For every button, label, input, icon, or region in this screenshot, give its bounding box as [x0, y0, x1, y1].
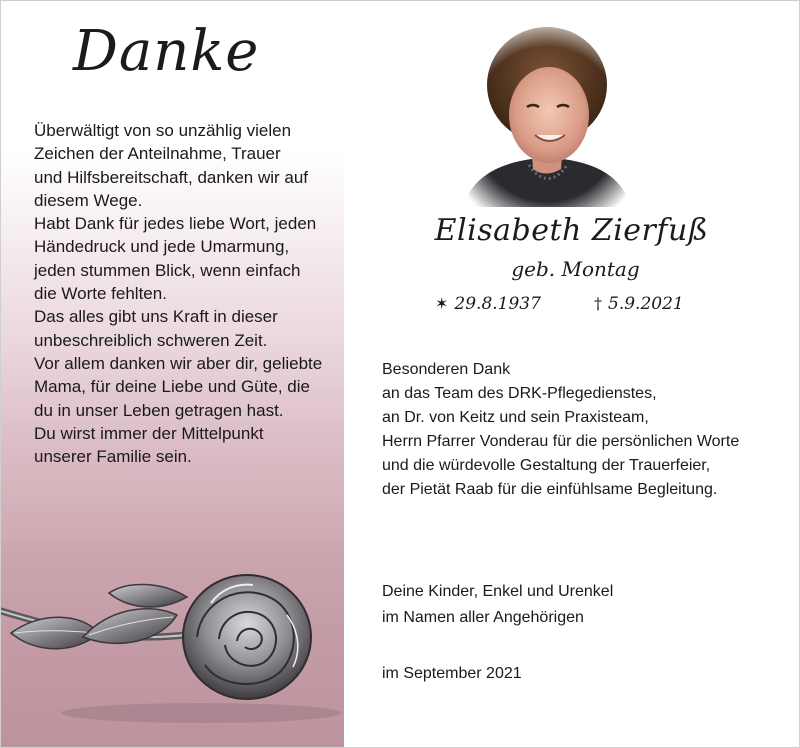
poem-line: Du wirst immer der Mittelpunkt — [34, 423, 264, 443]
poem-line: Vor allem danken wir aber dir, geliebte — [34, 353, 323, 373]
poem-line: diesem Wege. — [34, 190, 143, 210]
heading-danke: Danke — [73, 19, 260, 84]
poem-line: Mama, für deine Liebe und Güte, die — [34, 377, 310, 397]
deceased-name: Elisabeth Zierfuß — [434, 213, 709, 248]
poem-line: unbeschreiblich schweren Zeit. — [34, 330, 268, 350]
silver-rose-image — [1, 541, 344, 747]
poem-line: die Worte fehlten. — [34, 284, 167, 304]
thanks-line: Besonderen Dank — [382, 361, 511, 378]
birth-date-value: 29.8.1937 — [454, 294, 541, 314]
death-cross-icon: † — [594, 294, 602, 313]
birth-star-icon: ✶ — [435, 294, 449, 313]
birth-name: geb. Montag — [511, 257, 640, 281]
poem-text — [34, 119, 334, 468]
portrait-photo — [459, 23, 635, 207]
poem-line: Habt Dank für jedes liebe Wort, jeden — [34, 214, 317, 234]
poem-line: du in unser Leben getragen hast. — [34, 400, 284, 420]
poem-line: und Hilfsbereitschaft, danken wir auf — [34, 167, 309, 187]
poem-line: Das alles gibt uns Kraft in dieser — [34, 307, 278, 327]
poem-line: jeden stummen Blick, wenn einfach — [34, 260, 301, 280]
family-line: Deine Kinder, Enkel und Urenkel — [382, 583, 614, 600]
thanks-text — [382, 358, 792, 502]
thanks-line: an Dr. von Keitz und sein Praxisteam, — [382, 409, 649, 426]
birth-date — [435, 294, 541, 314]
poem-line: Zeichen der Anteilnahme, Trauer — [34, 144, 281, 164]
death-date-value: 5.9.2021 — [608, 294, 684, 314]
thanks-line: an das Team des DRK-Pflegedienstes, — [382, 385, 657, 402]
left-panel — [1, 1, 344, 747]
thanks-line: Herrn Pfarrer Vonderau für die persönlichen Worte — [382, 433, 740, 450]
date-line: im September 2021 — [382, 665, 522, 682]
thanks-line: der Pietät Raab für die einfühlsame Begleitung. — [382, 481, 718, 498]
poem-line: Überwältigt von so unzählig vielen — [34, 121, 292, 140]
poem-line: Händedruck und jede Umarmung, — [34, 237, 290, 257]
family-line: im Namen aller Angehörigen — [382, 609, 584, 626]
death-date — [594, 294, 684, 314]
thanks-line: und die würdevolle Gestaltung der Trauerfeier, — [382, 457, 711, 474]
family-signature — [382, 579, 613, 631]
poem-line: unserer Familie sein. — [34, 447, 192, 467]
